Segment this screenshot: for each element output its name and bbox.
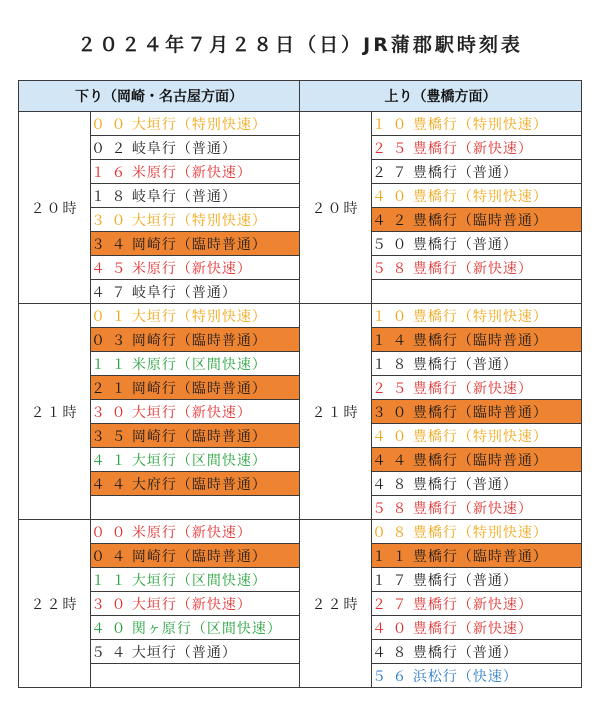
down-train-entry: ３ ０ 大垣行（新快速）: [91, 592, 300, 616]
timetable-body: [19, 112, 582, 688]
down-train-entry: ４ ４ 大府行（臨時普通）: [91, 472, 300, 496]
down-train-entry: ４ ７ 岐阜行（普通）: [91, 280, 300, 304]
up-train-entry: １ ８ 豊橋行（普通）: [372, 352, 582, 376]
up-header: 上り（豊橋方面）: [300, 81, 582, 112]
down-train-entry: ０ ３ 岡崎行（臨時普通）: [91, 328, 300, 352]
down-train-entry: １ １ 米原行（区間快速）: [91, 352, 300, 376]
up-train-entry: ３ ０ 豊橋行（臨時普通）: [372, 400, 582, 424]
down-train-entry: ３ ４ 岡崎行（臨時普通）: [91, 232, 300, 256]
up-train-entry: １ ７ 豊橋行（普通）: [372, 568, 582, 592]
down-train-entry: ０ １ 大垣行（特別快速）: [91, 304, 300, 328]
timetable-row: [19, 304, 582, 328]
down-header: 下り（岡崎・名古屋方面）: [19, 81, 300, 112]
up-train-entry: ４ ８ 豊橋行（普通）: [372, 472, 582, 496]
down-train-entry: ０ ０ 米原行（新快速）: [91, 520, 300, 544]
up-train-entry: ４ ４ 豊橋行（臨時普通）: [372, 448, 582, 472]
up-train-entry: ４ ０ 豊橋行（新快速）: [372, 616, 582, 640]
timetable-row: [19, 112, 582, 136]
down-hour-label: ２２時: [19, 520, 91, 688]
down-hour-label: ２１時: [19, 304, 91, 520]
up-train-entry: ４ ０ 豊橋行（特別快速）: [372, 184, 582, 208]
up-train-entry: ２ ５ 豊橋行（新快速）: [372, 136, 582, 160]
up-train-entry: ５ ８ 豊橋行（新快速）: [372, 256, 582, 280]
down-train-entry: ２ １ 岡崎行（臨時普通）: [91, 376, 300, 400]
down-train-entry: ４ １ 大垣行（区間快速）: [91, 448, 300, 472]
timetable-row: [19, 520, 582, 544]
down-train-entry: ４ ５ 米原行（新快速）: [91, 256, 300, 280]
up-train-entry: ４ ０ 豊橋行（特別快速）: [372, 424, 582, 448]
up-train-entry: ４ ８ 豊橋行（普通）: [372, 640, 582, 664]
up-train-entry: ２ ５ 豊橋行（新快速）: [372, 376, 582, 400]
down-train-entry: １ ６ 米原行（新快速）: [91, 160, 300, 184]
down-empty-cell: [91, 664, 300, 688]
page-title: ２０２４年７月２８日（日）JR蒲郡駅時刻表: [77, 34, 523, 56]
timetable: [18, 80, 582, 688]
up-train-entry: ５ ６ 浜松行（快速）: [372, 664, 582, 688]
up-train-entry: １ ０ 豊橋行（特別快速）: [372, 112, 582, 136]
down-train-entry: ５ ４ 大垣行（普通）: [91, 640, 300, 664]
up-train-entry: １ ０ 豊橋行（特別快速）: [372, 304, 582, 328]
down-train-entry: １ ８ 岐阜行（普通）: [91, 184, 300, 208]
up-train-entry: １ ４ 豊橋行（臨時普通）: [372, 328, 582, 352]
down-train-entry: ０ ０ 大垣行（特別快速）: [91, 112, 300, 136]
up-empty-cell: [372, 280, 582, 304]
down-train-entry: ４ ０ 関ヶ原行（区間快速）: [91, 616, 300, 640]
up-train-entry: ５ ０ 豊橋行（普通）: [372, 232, 582, 256]
up-train-entry: ０ ８ 豊橋行（特別快速）: [372, 520, 582, 544]
down-train-entry: ０ ２ 岐阜行（普通）: [91, 136, 300, 160]
up-hour-label: ２２時: [300, 520, 372, 688]
down-train-entry: １ １ 大垣行（区間快速）: [91, 568, 300, 592]
up-hour-label: ２１時: [300, 304, 372, 520]
header-row: [19, 81, 582, 112]
up-train-entry: １ １ 豊橋行（臨時普通）: [372, 544, 582, 568]
down-train-entry: ３ ５ 岡崎行（臨時普通）: [91, 424, 300, 448]
down-hour-label: ２０時: [19, 112, 91, 304]
up-train-entry: ２ ７ 豊橋行（新快速）: [372, 592, 582, 616]
up-train-entry: ４ ２ 豊橋行（臨時普通）: [372, 208, 582, 232]
down-train-entry: ３ ０ 大垣行（特別快速）: [91, 208, 300, 232]
down-train-entry: ３ ０ 大垣行（新快速）: [91, 400, 300, 424]
up-train-entry: ２ ７ 豊橋行（普通）: [372, 160, 582, 184]
up-hour-label: ２０時: [300, 112, 372, 304]
down-train-entry: ０ ４ 岡崎行（臨時普通）: [91, 544, 300, 568]
up-train-entry: ５ ８ 豊橋行（新快速）: [372, 496, 582, 520]
down-empty-cell: [91, 496, 300, 520]
